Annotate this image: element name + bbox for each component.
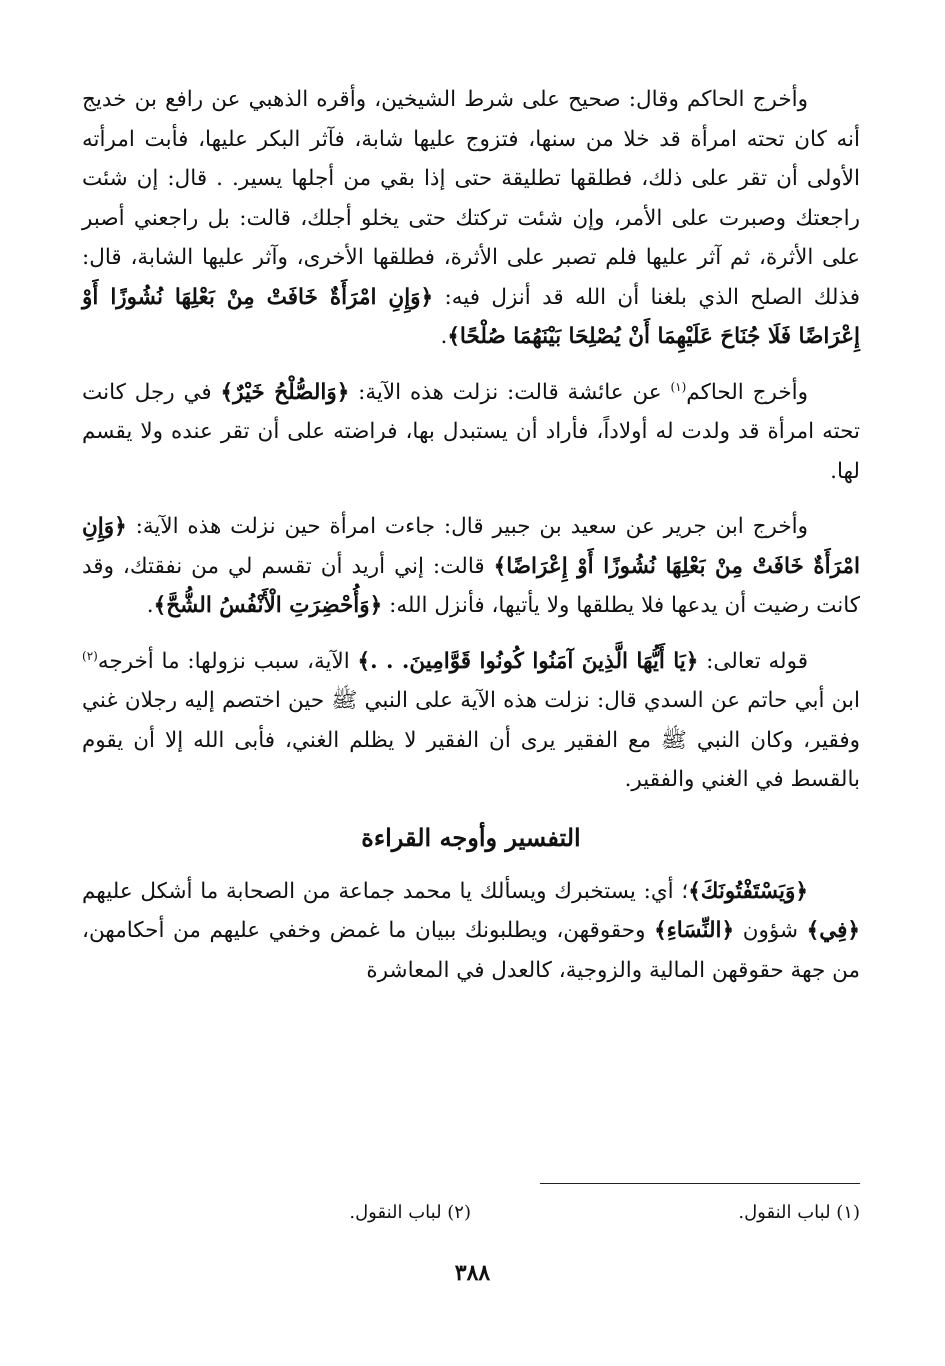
page-number: ٣٨٨ xyxy=(454,1260,491,1286)
paragraph-ibn-jarir xyxy=(82,507,860,626)
paragraph-aisha xyxy=(82,373,860,492)
paragraph-tail: قالت: إني أريد أن تقسم لي من نفقتك، وقد كانت رضيت أن يدعها فلا يطلقها ولا يأتيها، فأنزل الله: xyxy=(82,553,860,618)
quran-verse: ﴿وَأُحْضِرَتِ الْأَنْفُسُ الشُّحَّ﴾ xyxy=(153,593,383,618)
paragraph-tail: . xyxy=(440,324,448,349)
paragraph-qawwamin xyxy=(82,642,860,800)
paragraph-text: الآية، سبب نزولها: ما أخرجه xyxy=(97,648,358,674)
footnotes xyxy=(82,1198,860,1228)
footnote-divider xyxy=(540,1183,860,1184)
paragraph-text: وأخرج الحاكم وقال: صحيح على شرط الشيخين، وأقره الذهبي عن رافع بن خديج أنه كان تحته امرأة قد خلا من سنها، فتزوج عليها شابة، فآثر البكر عليها، فأبت امرأته الأولى أن تقر على ذلك، فطلقها تطليقة حتى إذا بقي من أجلها يسير. . قال: إن شئت راجعتك وصبرت على الأمر، وإن شئت تركتك حتى يخلو أجلك، قالت: بل راجعني أصبر على الأثرة، ثم آثر عليها فلم تصبر على الأثرة، فطلقها الأخرى، وآثر عليها الشابة، قال: فذلك الصلح الذي بلغنا أن الله قد أنزل فيه: xyxy=(82,87,860,310)
page-body xyxy=(82,80,860,1006)
quran-verse: ﴿وَإِنِ امْرَأَةٌ خَافَتْ مِنْ بَعْلِهَا نُشُوزًا أَوْ إِعْرَاضًا فَلَا جُنَاحَ عَلَيْهِمَا أَنْ يُصْلِحَا بَيْنَهُمَا صُلْحًا﴾ xyxy=(82,284,860,349)
quran-word: ﴿فِي﴾ xyxy=(806,918,860,943)
paragraph-text: شؤون xyxy=(734,918,807,943)
footnote-ref-2: (٢) xyxy=(82,648,98,663)
paragraph-tail: في رجل كانت تحته امرأة قد ولدت له أولاداً، فأراد أن يستبدل بها، فراضته على أن تقر عنده ولا يقسم لها. xyxy=(82,379,860,484)
section-title: التفسير وأوجه القراءة xyxy=(361,822,581,852)
paragraph-text: وحقوقهن، ويطلبونك ببيان ما غمض وخفي عليهم من أحكامهن، من جهة حقوقهن المالية والزوجية، كالعدل في المعاشرة xyxy=(82,918,860,983)
paragraph-text: وأخرج ابن جرير عن سعيد بن جبير قال: جاءت امرأة حين نزلت هذه الآية: xyxy=(126,514,808,539)
quran-verse: ﴿وَإِنِ امْرَأَةٌ خَافَتْ مِنْ بَعْلِهَا نُشُوزًا أَوْ إِعْرَاضًا﴾ xyxy=(82,514,860,579)
quran-word: ﴿وَيَسْتَفْتُونَكَ﴾ xyxy=(688,878,808,904)
paragraph-text: قوله تعالى: xyxy=(698,648,808,674)
paragraph-rafi-ibn-khadij xyxy=(82,80,860,357)
paragraph-tail: . xyxy=(146,593,154,618)
paragraph-tafsir xyxy=(82,872,860,991)
footnote-ref-1: (١) xyxy=(670,379,687,394)
quran-word: ﴿النِّسَاءِ﴾ xyxy=(654,918,735,943)
footnote-1: (١) لباب النقول. xyxy=(738,1202,860,1223)
paragraph-text: ؛ أي: يستخبرك ويسألك يا محمد جماعة من الصحابة ما أشكل عليهم xyxy=(82,878,689,904)
quran-verse: ﴿وَالصُّلْحُ خَيْرٌ﴾ xyxy=(220,379,350,405)
footnote-2: (٢) لباب النقول. xyxy=(349,1202,471,1223)
paragraph-tail: ابن أبي حاتم عن السدي قال: نزلت هذه الآية على النبي ﷺ حين اختصم إليه رجلان غني وفقير، وكان النبي ﷺ مع الفقير يرى أن الفقير لا يظلم الغني، فأبى الله إلا أن يقوم بالقسط في الغني والفقير. xyxy=(82,688,860,792)
paragraph-text: وأخرج الحاكم xyxy=(686,379,808,405)
quran-verse: ﴿يَا أَيُّهَا الَّذِينَ آمَنُوا كُونُوا قَوَّامِينَ. . .﴾ xyxy=(357,648,699,674)
paragraph-text: عن عائشة قالت: نزلت هذه الآية: xyxy=(349,379,671,405)
